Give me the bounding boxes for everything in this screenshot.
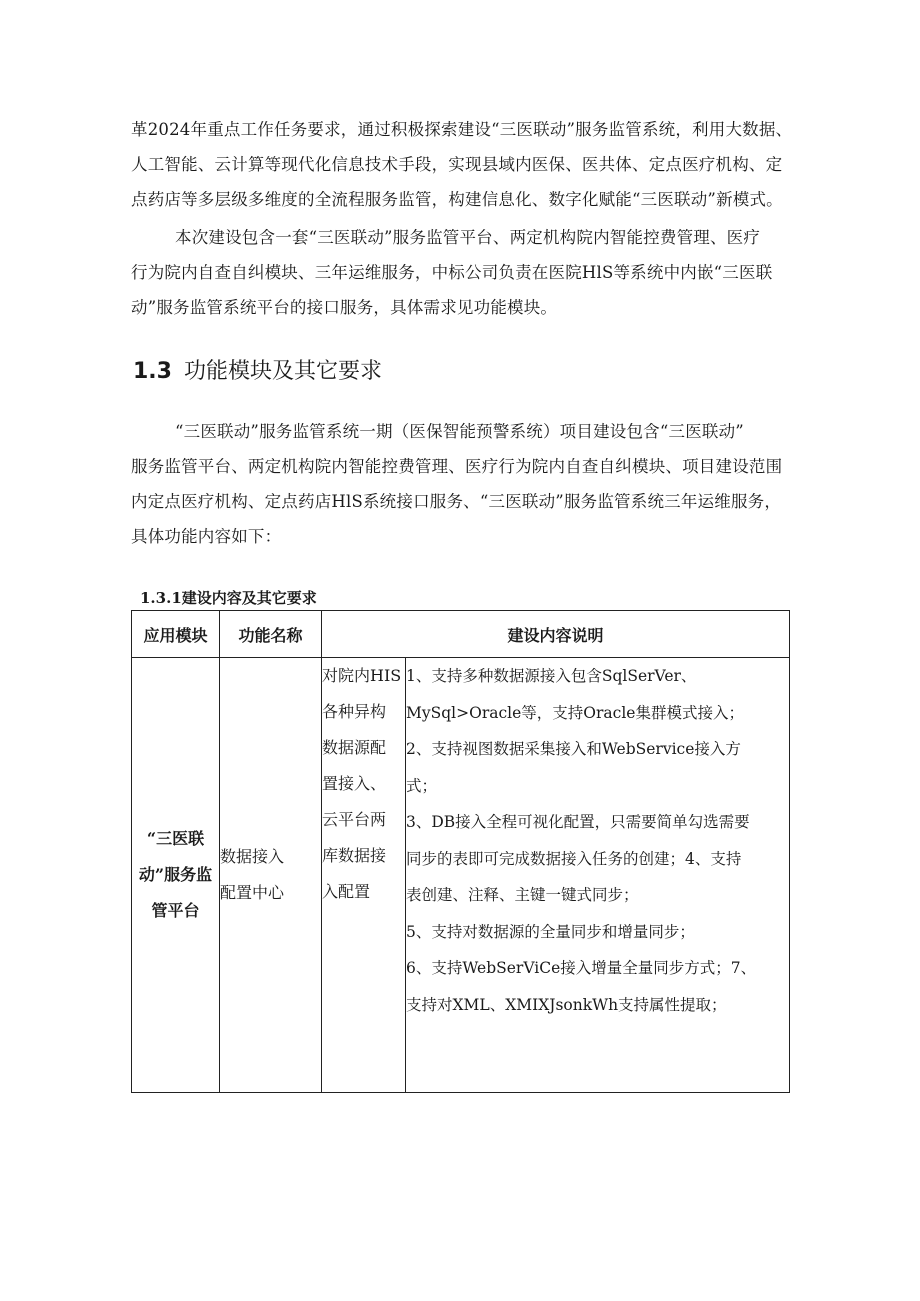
dataset-line: 置接入、 — [322, 774, 387, 793]
section-line-2: 服务监管平台、两定机构院内智能控费管理、医疗行为院内自查自纠模块、项目建设范围 — [131, 457, 783, 476]
module-cell — [132, 658, 220, 1093]
description-line: MySql>Oracle等，支持Oracle集群模式接入； — [406, 703, 744, 722]
section-paragraph — [131, 414, 793, 554]
dataset-line: 各种异构 — [322, 702, 387, 721]
description-line: 式； — [406, 776, 438, 795]
scope-line-1: 本次建设包含一套“三医联动”服务监管平台、两定机构院内智能控费管理、医疗 — [175, 228, 761, 247]
intro-paragraph — [131, 112, 793, 217]
requirements-table — [131, 610, 790, 1093]
header-description: 建设内容说明 — [322, 611, 790, 658]
intro-line-1: 革2024年重点工作任务要求，通过积极探索建设“三医联动”服务监管系统，利用大数据、 — [131, 120, 793, 139]
header-module: 应用模块 — [132, 611, 220, 658]
description-line: 支持对XML、XMIXJsonkWh支持属性提取； — [406, 995, 727, 1014]
module-line: “三医联 — [146, 829, 205, 848]
module-line: 管平台 — [151, 901, 200, 920]
module-line: 动”服务监 — [138, 865, 213, 884]
intro-line-3: 点药店等多层级多维度的全流程服务监管，构建信息化、数字化赋能“三医联动”新模式。 — [131, 190, 783, 209]
dataset-line: 库数据接 — [322, 846, 387, 865]
function-line: 数据接入 — [220, 847, 285, 866]
description-line: 3、DB接入全程可视化配置，只需要简单勾选需要 — [406, 813, 750, 831]
description-line: 2、支持视图数据采集接入和WebService接入方 — [406, 740, 741, 758]
table-row — [132, 658, 790, 1093]
section-heading — [133, 354, 382, 385]
description-line: 同步的表即可完成数据接入任务的创建；4、支持 — [406, 849, 742, 868]
description-line: 6、支持WebSerViCe接入增量全量同步方式；7、 — [406, 959, 757, 977]
section-line-1: “三医联动”服务监管系统一期（医保智能预警系统）项目建设包含“三医联动” — [175, 422, 744, 441]
intro-line-2: 人工智能、云计算等现代化信息技术手段，实现县域内医保、医共体、定点医疗机构、定 — [131, 155, 783, 174]
table-header-row — [132, 611, 790, 658]
dataset-line: 入配置 — [322, 882, 371, 901]
scope-line-3: 动”服务监管系统平台的接口服务，具体需求见功能模块。 — [131, 298, 558, 317]
scope-paragraph — [131, 220, 793, 325]
section-line-4: 具体功能内容如下： — [131, 527, 282, 546]
section-number: 1.3 — [133, 359, 172, 384]
function-cell — [220, 658, 322, 1093]
dataset-line: 云平台两 — [322, 810, 387, 829]
description-cell — [406, 658, 790, 1093]
description-line: 1、支持多种数据源接入包含SqlSerVer、 — [406, 667, 697, 685]
description-line: 表创建、注释、主键一键式同步； — [406, 886, 639, 904]
function-line: 配置中心 — [220, 883, 285, 902]
description-line: 5、支持对数据源的全量同步和增量同步； — [406, 922, 695, 941]
scope-line-2: 行为院内自查自纠模块、三年运维服务，中标公司负责在医院HlS等系统中内嵌“三医联 — [131, 263, 773, 282]
header-function: 功能名称 — [220, 611, 322, 658]
section-line-3: 内定点医疗机构、定点药店HlS系统接口服务、“三医联动”服务监管系统三年运维服务， — [131, 492, 782, 511]
dataset-line: 对院内HIS — [322, 666, 402, 685]
dataset-line: 数据源配 — [322, 738, 387, 757]
dataset-cell — [322, 658, 406, 1093]
subsection-heading: 1.3.1建设内容及其它要求 — [140, 589, 317, 607]
section-title: 功能模块及其它要求 — [183, 359, 382, 384]
